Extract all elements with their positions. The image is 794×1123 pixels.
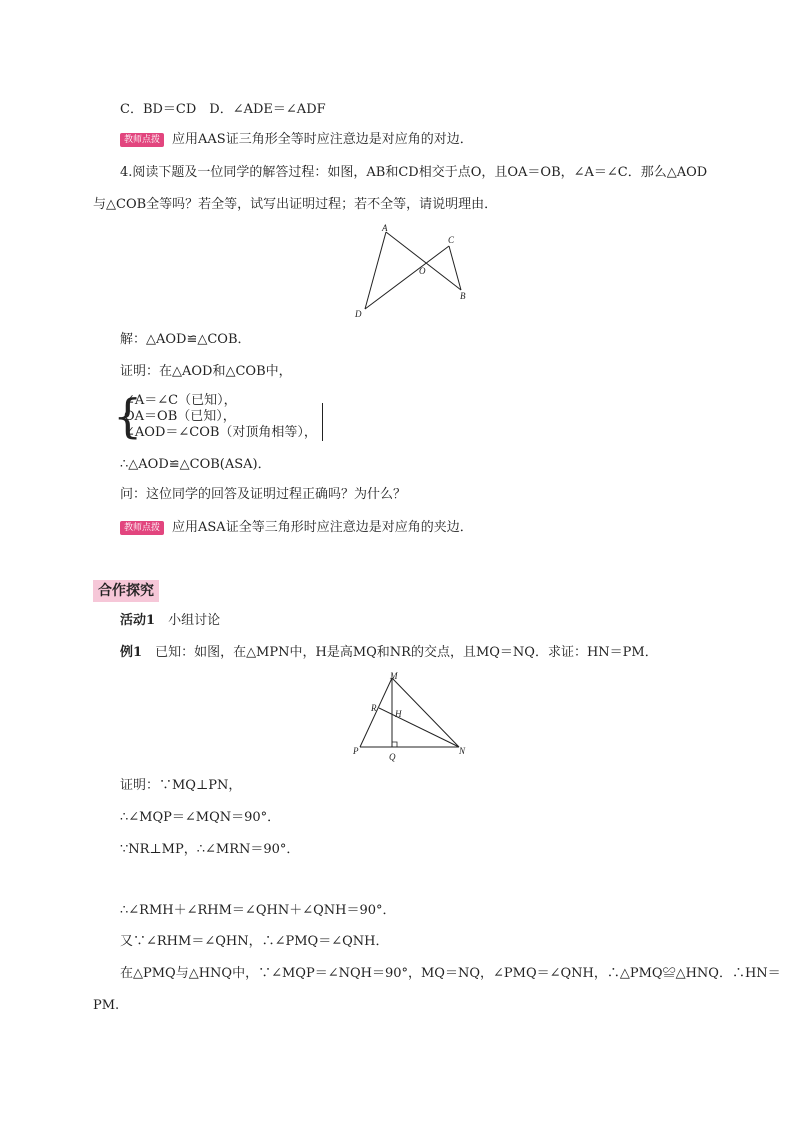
activity-label: 活动1 [120, 613, 156, 628]
question-line: 问：这位同学的回答及证明过程正确吗？为什么？ [120, 487, 407, 502]
label-o: O [419, 266, 426, 276]
label-d: D [355, 309, 362, 319]
proof-line-5: 又∵∠RHM＝∠QHN，∴∠PMQ＝∠QNH． [120, 934, 389, 949]
left-brace: { [113, 389, 143, 443]
figure-aod-cob [345, 222, 480, 322]
label-h: H [395, 709, 402, 719]
question-4-line2: 与△COB全等吗？若全等，试写出证明过程；若不全等，请说明理由． [93, 197, 498, 212]
section-heading: 合作探究 [93, 580, 159, 602]
teacher-tip-text: 应用AAS证三角形全等时应注意边是对应角的对边． [172, 132, 473, 147]
teacher-tip-2 [120, 519, 473, 537]
example-text: 已知：如图，在△MPN中，H是高MQ和NR的交点，且MQ＝NQ．求证：HN＝PM． [155, 645, 658, 660]
label-p: P [353, 746, 359, 756]
proof-line-1: 证明：∵MQ⊥PN， [120, 778, 242, 793]
conclusion-asa: ∴△AOD≌△COB(ASA)． [120, 457, 271, 472]
right-bar [322, 403, 323, 441]
label-q: Q [389, 752, 396, 762]
figure-mpn [345, 670, 475, 765]
option-c-d: C．BD＝CD D．∠ADE＝∠ADF [120, 102, 326, 117]
label-n: N [459, 746, 466, 756]
example-1 [120, 644, 658, 662]
answer-line: 解：△AOD≌△COB． [120, 332, 251, 347]
proof-line-2: ∴∠MQP＝∠MQN＝90°． [120, 810, 281, 825]
proof-line-3: ∵NR⊥MP，∴∠MRN＝90°． [120, 842, 300, 857]
proof-line-6: 在△PMQ与△HNQ中，∵∠MQP＝∠NQH＝90°，MQ＝NQ，∠PMQ＝∠QNH，∴△PMQ≌△HNQ．∴HN＝ [120, 966, 781, 981]
activity-title: 小组讨论 [168, 613, 221, 628]
teacher-tip-badge-2: 教师点拨 [120, 521, 164, 535]
step-3: ∠AOD＝∠COB（对顶角相等）， [124, 425, 317, 440]
label-m: M [390, 671, 398, 681]
activity-heading [120, 612, 220, 630]
teacher-tip-1 [120, 131, 473, 149]
label-b: B [460, 291, 466, 301]
example-label: 例1 [120, 645, 143, 660]
question-4-line1: 4.阅读下题及一位同学的解答过程：如图，AB和CD相交于点O，且OA＝OB，∠A＝∠C．那么△AOD [120, 165, 708, 180]
teacher-tip-text-2: 应用ASA证全等三角形时应注意边是对应角的夹边． [172, 520, 473, 535]
proof-line-7: PM. [93, 998, 120, 1013]
proof-intro: 证明：在△AOD和△COB中， [120, 364, 292, 379]
proof-line-4: ∴∠RMH＋∠RHM＝∠QHN＋∠QNH＝90°． [120, 903, 396, 918]
label-r: R [371, 703, 377, 713]
teacher-tip-badge: 教师点拨 [120, 133, 164, 147]
step-2: OA＝OB（已知）， [124, 409, 236, 424]
step-1: ∠A＝∠C（已知）， [124, 393, 237, 408]
label-a: A [382, 223, 388, 233]
label-c: C [448, 235, 455, 245]
